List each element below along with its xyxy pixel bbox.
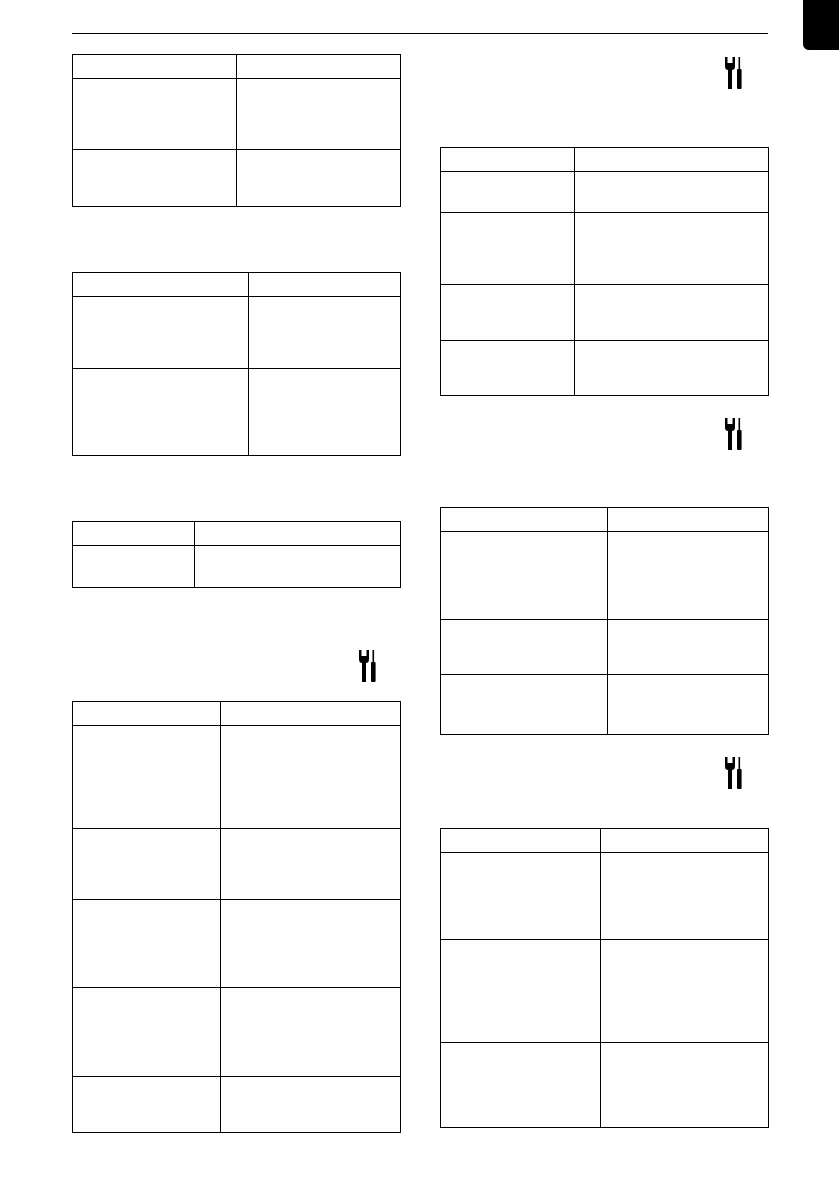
table-cell	[221, 726, 401, 829]
table-cell	[73, 546, 195, 588]
table-cell	[608, 620, 769, 675]
table-cell	[221, 988, 401, 1077]
table-header-cell	[441, 148, 575, 172]
table-cell	[73, 988, 221, 1077]
table-cell	[575, 213, 769, 285]
table-cell	[73, 1077, 221, 1133]
table-cell	[221, 829, 401, 900]
table-cell	[237, 79, 401, 150]
table-cell	[441, 213, 575, 285]
table-cell	[441, 172, 575, 213]
table-cell	[608, 675, 769, 735]
table-cell	[195, 546, 401, 588]
table-header-cell	[73, 522, 195, 546]
table-cell	[441, 285, 575, 341]
table-cell	[73, 297, 249, 369]
table-cell	[221, 1077, 401, 1133]
table-2	[72, 272, 401, 456]
table-cell	[73, 829, 221, 900]
wrench-screwdriver-icon	[724, 57, 744, 89]
table-cell	[441, 675, 608, 735]
table-cell	[441, 341, 575, 396]
table-header-cell	[73, 273, 249, 297]
table-cell	[575, 285, 769, 341]
table-cell	[73, 79, 237, 150]
thumb-index-tab	[803, 0, 839, 50]
table-cell	[73, 900, 221, 988]
table-cell	[608, 532, 769, 620]
table-header-cell	[575, 148, 769, 172]
table-cell	[249, 369, 401, 456]
table-header-cell	[221, 702, 401, 726]
table-cell	[575, 341, 769, 396]
table-cell	[441, 940, 601, 1043]
table-header-cell	[195, 522, 401, 546]
table-cell	[575, 172, 769, 213]
table-cell	[73, 369, 249, 456]
table-7	[440, 828, 769, 1128]
table-header-cell	[237, 55, 401, 79]
table-cell	[601, 940, 769, 1043]
header-rule	[72, 33, 768, 34]
table-cell	[601, 853, 769, 940]
table-cell	[73, 150, 237, 207]
table-cell	[441, 1043, 601, 1128]
table-3	[72, 521, 401, 588]
table-cell	[237, 150, 401, 207]
table-1	[72, 54, 401, 207]
table-cell	[441, 532, 608, 620]
table-header-cell	[601, 829, 769, 853]
table-cell	[249, 297, 401, 369]
table-header-cell	[608, 508, 769, 532]
table-cell	[73, 726, 221, 829]
table-header-cell	[441, 829, 601, 853]
table-header-cell	[249, 273, 401, 297]
table-cell	[221, 900, 401, 988]
table-6	[440, 507, 769, 735]
wrench-screwdriver-icon	[724, 757, 744, 789]
table-header-cell	[73, 702, 221, 726]
table-header-cell	[441, 508, 608, 532]
table-cell	[441, 853, 601, 940]
wrench-screwdriver-icon	[724, 418, 744, 450]
wrench-screwdriver-icon	[358, 650, 378, 682]
table-cell	[441, 620, 608, 675]
table-4	[72, 701, 401, 1133]
table-header-cell	[73, 55, 237, 79]
table-cell	[601, 1043, 769, 1128]
table-5	[440, 147, 769, 396]
